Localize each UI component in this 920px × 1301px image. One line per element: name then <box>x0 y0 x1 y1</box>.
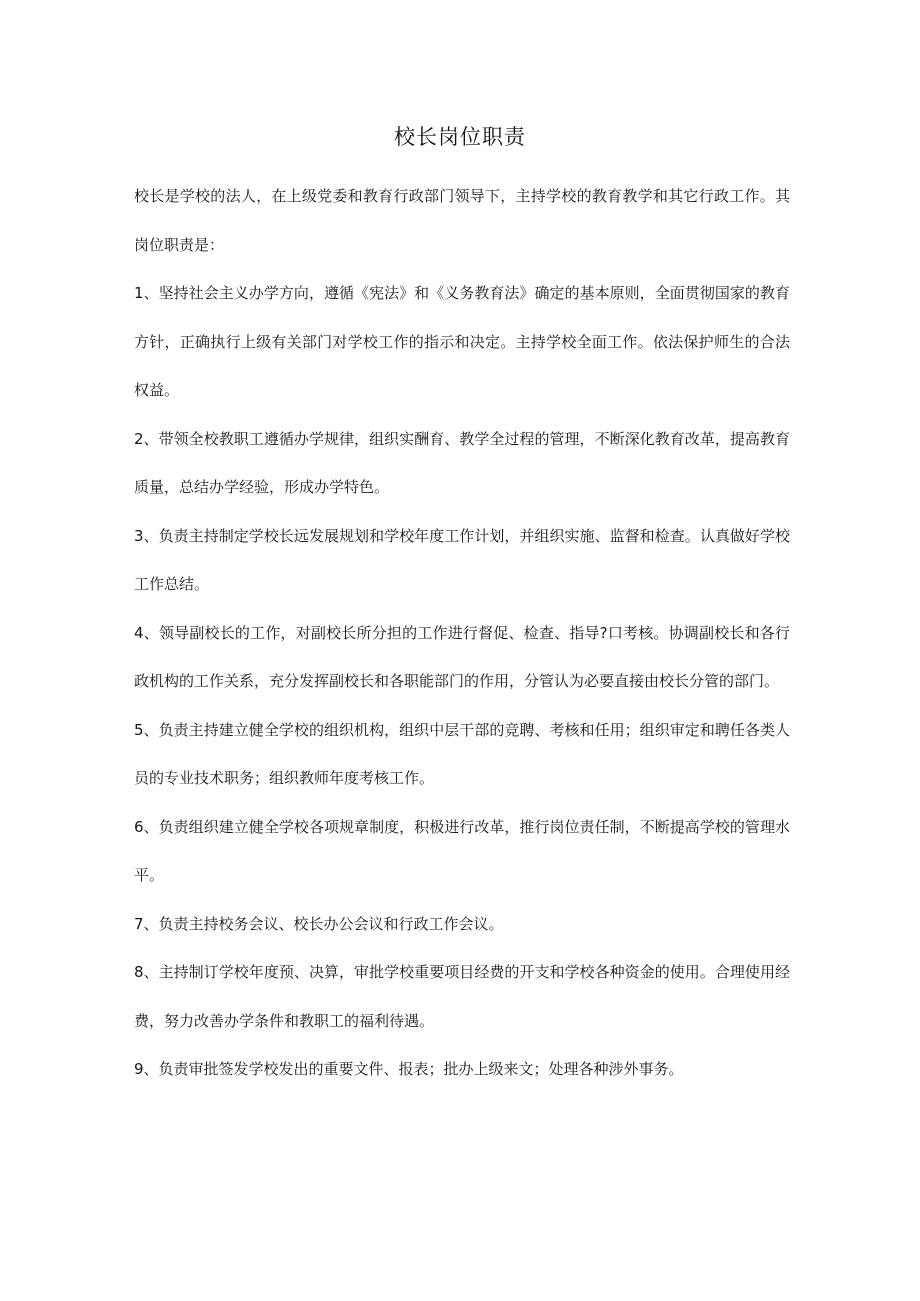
duty-item-4: 4、领导副校长的工作，对副校长所分担的工作进行督促、检查、指导?口考核。协调副校长和各行政机构的工作关系，充分发挥副校长和各职能部门的作用，分管认为必要直接由校长分管的部门。 <box>134 623 790 690</box>
intro-paragraph: 校长是学校的法人，在上级党委和教育行政部门领导下，主持学校的教育教学和其它行政工作。其岗位职责是： <box>134 187 790 254</box>
duty-item-1: 1、坚持社会主义办学方向，遵循《宪法》和《义务教育法》确定的基本原则，全面贯彻国家的教育方针，正确执行上级有关部门对学校工作的指示和决定。主持学校全面工作。依法保护师生的合法权益。 <box>134 284 790 399</box>
document-body <box>134 172 790 1094</box>
duty-item-8: 8、主持制订学校年度预、决算，审批学校重要项目经费的开支和学校各种资金的使用。合理使用经费，努力改善办学条件和教职工的福利待遇。 <box>134 963 790 1030</box>
page-title: 校长岗位职责 <box>394 125 526 149</box>
duty-item-2: 2、带领全校教职工遵循办学规律，组织实酬育、教学全过程的管理，不断深化教育改革，提高教育质量，总结办学经验，形成办学特色。 <box>134 429 790 496</box>
duty-item-6: 6、负责组织建立健全学校各项规章制度，积极进行改革，推行岗位责任制，不断提高学校的管理水平。 <box>134 817 790 884</box>
duty-item-5: 5、负责主持建立健全学校的组织机构，组织中层干部的竞聘、考核和任用；组织审定和聘任各类人员的专业技术职务；组织教师年度考核工作。 <box>134 720 790 787</box>
duty-item-7: 7、负责主持校务会议、校长办公会议和行政工作会议。 <box>134 914 504 933</box>
duty-item-9: 9、负责审批签发学校发出的重要文件、报表；批办上级来文；处理各种涉外事务。 <box>134 1060 684 1078</box>
duty-item-3: 3、负责主持制定学校长远发展规划和学校年度工作计划，并组织实施、监督和检查。认真做好学校工作总结。 <box>134 526 790 593</box>
